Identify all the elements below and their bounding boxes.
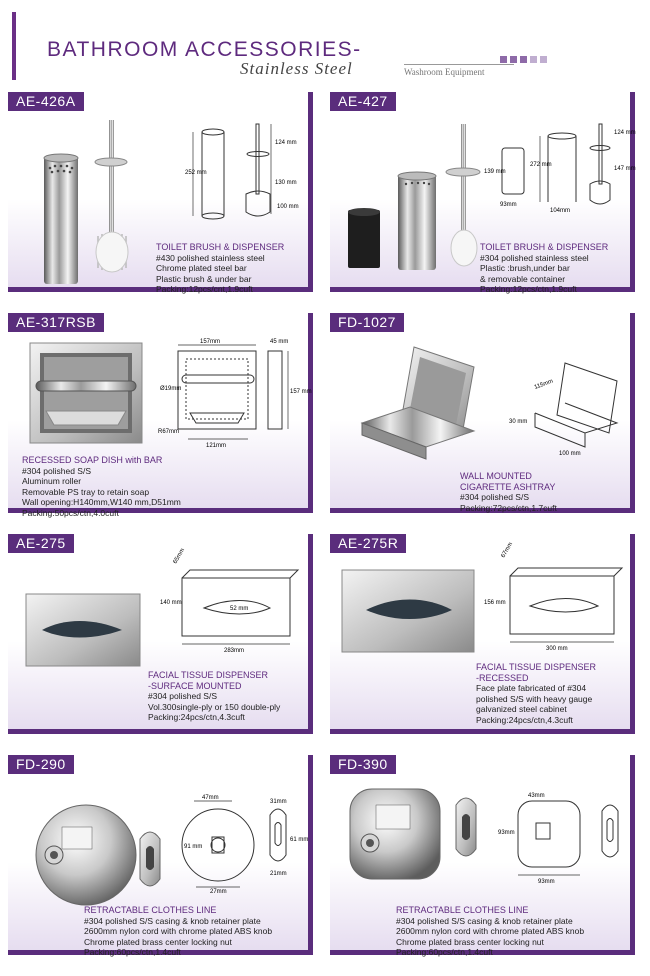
spec-line: polished S/S with heavy gauge: [476, 693, 593, 704]
spec-line: 2600mm nylon cord with chrome plated ABS knob: [84, 926, 273, 936]
dim-label: 272 mm: [530, 162, 552, 168]
spec-line: Packing:24pcs/ctn,4.3cuft: [148, 712, 245, 722]
clothes-line-drawing: [186, 793, 308, 893]
dim-label: 93mm: [500, 202, 517, 208]
dim-label: 91 mm: [184, 844, 203, 850]
product-title: TOILET BRUSH & DISPENSER: [156, 242, 285, 252]
product-panel-fd-390: [330, 755, 635, 955]
dim-label: 121mm: [206, 443, 227, 449]
product-code: AE-275R: [330, 534, 406, 553]
dim-label: 65mm: [172, 547, 187, 565]
dim-label: 67mm: [500, 541, 515, 559]
product-description: [480, 242, 608, 295]
toilet-brush-photo: [340, 122, 490, 272]
product-title: RECESSED SOAP DISH with BAR: [22, 455, 163, 465]
product-code: AE-427: [330, 92, 396, 111]
product-title: RETRACTABLE CLOTHES LINE: [396, 905, 529, 915]
dim-label: 124 mm: [614, 130, 636, 136]
spec-line: #304 polished S/S casing & knob retainer plate: [84, 915, 261, 926]
product-code: FD-1027: [330, 313, 404, 332]
dim-label: 300 mm: [546, 646, 568, 652]
product-panel-ae-427: [330, 92, 635, 292]
dim-label: 157 mm: [290, 389, 312, 395]
spec-line: Aluminum roller: [22, 476, 82, 486]
spec-line: Chrome plated brass center locking nut: [396, 936, 544, 947]
spec-line: Packing:72pcs/ctn,1.7cuft: [460, 502, 557, 513]
dim-label: 147 mm: [614, 166, 636, 172]
spec-line: & removable container: [480, 273, 566, 284]
product-panel-ae-317rsb: [8, 313, 313, 518]
spec-line: Packing:24pcs/ctn,4.3cuft: [476, 714, 573, 725]
dim-label: R67mm: [158, 429, 180, 435]
ashtray-photo: [354, 343, 494, 463]
page-subtitle: Stainless Steel: [240, 59, 353, 78]
product-panel-ae-426a: [8, 92, 313, 292]
product-description: [476, 662, 596, 725]
dim-label: 52 mm: [230, 606, 249, 612]
product-title-line2: -RECESSED: [476, 672, 529, 683]
dim-label: 100 mm: [277, 204, 299, 210]
header-rule: [404, 64, 514, 65]
spec-line: galvanized steel cabinet: [476, 704, 567, 714]
clothes-line-photo: [346, 783, 506, 907]
product-title: FACIAL TISSUE DISPENSER: [476, 662, 597, 672]
spec-line: Chrome plated steel bar: [156, 263, 247, 273]
product-description: [22, 455, 181, 518]
product-title-line2: CIGARETTE ASHTRAY: [460, 481, 556, 492]
product-panel-ae-275: [8, 534, 313, 734]
product-code: AE-426A: [8, 92, 84, 111]
dim-label: 21mm: [270, 871, 287, 877]
tissue-dispenser-photo: [24, 592, 144, 672]
spec-line: #304 polished S/S: [460, 492, 529, 502]
product-description: [84, 905, 272, 958]
product-panel-fd-290: [8, 755, 313, 955]
tissue-dispenser-photo: [340, 568, 480, 658]
product-code: FD-290: [8, 755, 74, 774]
product-description: [148, 670, 280, 723]
dim-label: 115mm: [533, 378, 555, 391]
dim-label: 283mm: [224, 648, 245, 654]
dim-label: 157mm: [200, 339, 221, 345]
spec-line: Vol.300single-ply or 150 double-ply: [148, 701, 281, 712]
spec-line: #304 polished S/S casing & knob retainer plate: [396, 915, 573, 926]
dim-label: 252 mm: [185, 170, 207, 176]
spec-line: 2600mm nylon cord with chrome plated ABS knob: [396, 926, 585, 936]
product-description: [460, 471, 557, 513]
toilet-brush-photo: [36, 118, 146, 288]
dim-label: 93mm: [498, 830, 515, 836]
spec-line: Chrome plated brass center locking nut: [84, 936, 232, 947]
dim-label: Ø19mm: [160, 386, 182, 392]
spec-line: Plastic :brush,under bar: [480, 263, 570, 273]
spec-line: Packing:50pcs/ctn,4.0cuft: [22, 507, 119, 518]
spec-line: #304 polished S/S: [22, 465, 91, 476]
dim-label: 27mm: [210, 889, 227, 895]
tissue-dispenser-drawing: [158, 547, 308, 654]
spec-line: Packing:12pcs/cnt,1.9cuft: [156, 284, 253, 294]
product-title: TOILET BRUSH & DISPENSER: [480, 242, 609, 252]
dim-label: 156 mm: [484, 600, 506, 606]
dim-label: 130 mm: [275, 180, 297, 186]
dim-label: 61 mm: [290, 837, 309, 843]
spec-line: Plastic brush & under bar: [156, 273, 252, 284]
spec-line: Packing:60pcs/ctn,1.4cuft: [396, 947, 493, 957]
page-title: BATHROOM ACCESSORIES-: [47, 38, 362, 61]
dim-label: 43mm: [528, 793, 545, 799]
dim-label: 140 mm: [160, 600, 182, 606]
dim-label: 45 mm: [270, 339, 289, 345]
product-code: FD-390: [330, 755, 396, 774]
product-title: RETRACTABLE CLOTHES LINE: [84, 905, 217, 915]
dim-label: 124 mm: [275, 140, 297, 146]
product-title: FACIAL TISSUE DISPENSER: [148, 670, 269, 680]
product-title: WALL MOUNTED: [460, 471, 532, 481]
ashtray-drawing: [505, 353, 630, 458]
dim-label: 139 mm: [484, 169, 506, 175]
product-panel-ae-275r: [330, 534, 635, 734]
page-tagline: Washroom Equipment: [404, 67, 485, 77]
decorative-squares: [500, 56, 547, 63]
product-code: AE-317RSB: [8, 313, 104, 332]
header-accent-bar: [12, 12, 16, 80]
spec-line: #430 polished stainless steel: [156, 252, 265, 263]
soap-dish-drawing: [158, 335, 312, 450]
dim-label: 104mm: [550, 208, 571, 214]
catalog-header: [0, 0, 650, 92]
product-description: [156, 242, 284, 295]
soap-dish-photo: [28, 341, 148, 451]
toilet-brush-drawing: [482, 118, 636, 238]
spec-line: Wall opening:H140mm,W140 mm,D51mm: [22, 497, 181, 507]
product-code: AE-275: [8, 534, 74, 553]
dim-label: 93mm: [538, 879, 555, 885]
dim-label: 30 mm: [509, 419, 528, 425]
clothes-line-photo: [28, 789, 188, 907]
dim-label: 31mm: [270, 799, 287, 805]
spec-line: Face plate fabricated of #304: [476, 683, 587, 693]
spec-line: Packing:60pcs/ctn,1.4cuft: [84, 947, 181, 957]
spec-line: Removable PS tray to retain soap: [22, 486, 150, 497]
spec-line: #304 polished stainless steel: [480, 252, 589, 263]
product-panel-fd-1027: [330, 313, 635, 513]
toilet-brush-drawing: [183, 122, 308, 232]
spec-line: #304 polished S/S: [148, 691, 217, 701]
clothes-line-drawing: [498, 789, 632, 899]
tissue-dispenser-drawing: [480, 541, 630, 652]
product-description: [396, 905, 584, 958]
dim-label: 47mm: [202, 795, 219, 801]
product-title-line2: -SURFACE MOUNTED: [148, 680, 242, 691]
dim-label: 100 mm: [559, 451, 581, 457]
spec-line: Packing:12pcs/ctn,1.9cuft: [480, 284, 577, 294]
